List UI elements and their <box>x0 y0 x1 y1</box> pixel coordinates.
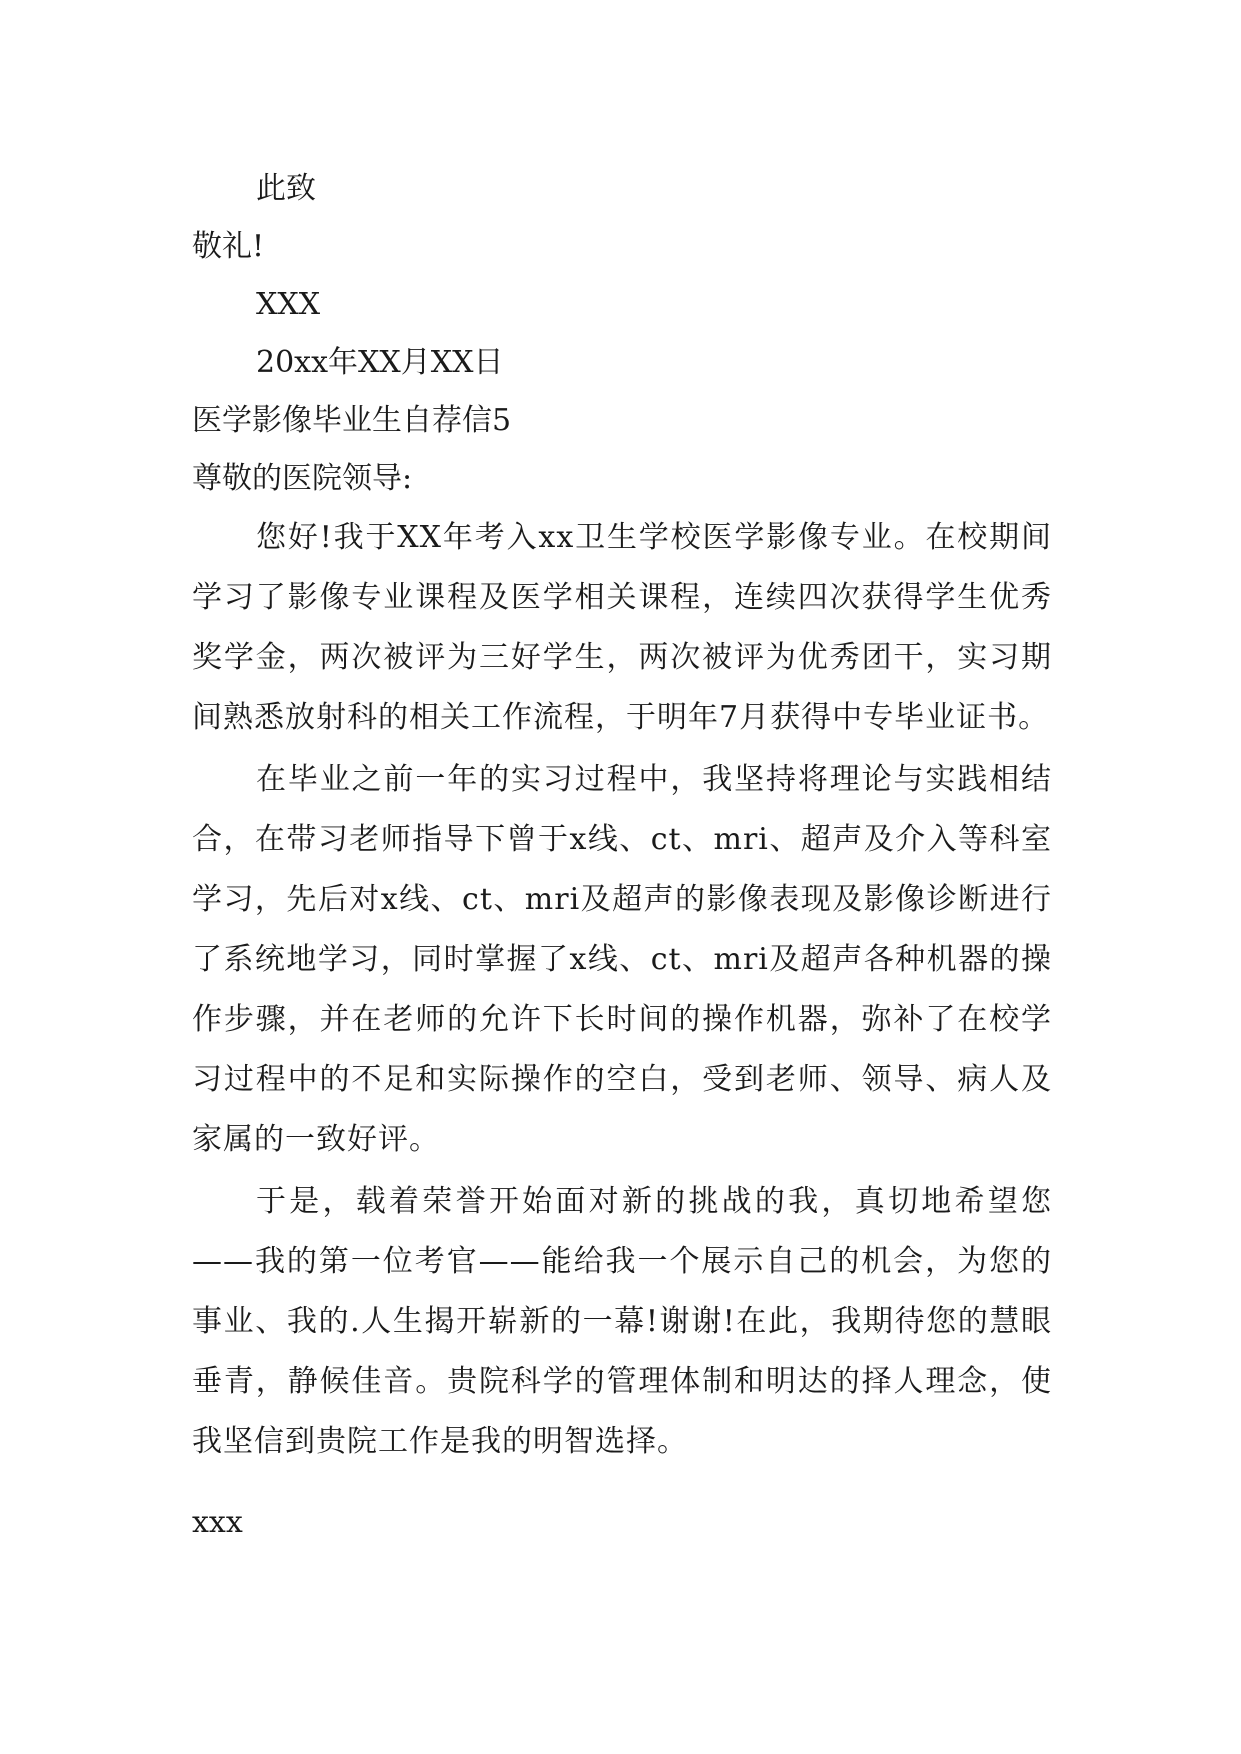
closing-line-2: 敬礼! <box>192 229 265 264</box>
letter-title: 医学影像毕业生自荐信5 <box>192 403 512 438</box>
text-column <box>192 160 1052 1552</box>
letter-paragraph-2: 在毕业之前一年的实习过程中，我坚持将理论与实践相结合，在带习老师指导下曾于x线、ct、mri、超声及介入等科室学习，先后对x线、ct、mri及超声的影像表现及影像诊断进行了系统地学习，同时掌握了x线、ct、mri及超声各种机器的操作步骤，并在老师的允许下长时间的操作机器，弥补了在校学习过程中的不足和实际操作的空白，受到老师、领导、病人及家属的一致好评。 <box>192 762 1052 1157</box>
letter-signature: xxx <box>192 1505 243 1540</box>
previous-letter-signature: XXX <box>256 287 321 322</box>
letter-paragraph-3: 于是，载着荣誉开始面对新的挑战的我，真切地希望您——我的第一位考官——能给我一个展示自己的机会，为您的事业、我的.人生揭开崭新的一幕!谢谢!在此，我期待您的慧眼垂青，静候佳音。贵院科学的管理体制和明达的择人理念，使我坚信到贵院工作是我的明智选择。 <box>192 1184 1052 1459</box>
previous-letter-date: 20xx年XX月XX日 <box>256 345 504 380</box>
closing-line-1: 此致 <box>256 171 316 206</box>
letter-paragraph-1: 您好!我于XX年考入xx卫生学校医学影像专业。在校期间学习了影像专业课程及医学相关课程，连续四次获得学生优秀奖学金，两次被评为三好学生，两次被评为优秀团干，实习期间熟悉放射科的相关工作流程，于明年7月获得中专毕业证书。 <box>192 520 1052 735</box>
letter-salutation: 尊敬的医院领导: <box>192 461 413 496</box>
